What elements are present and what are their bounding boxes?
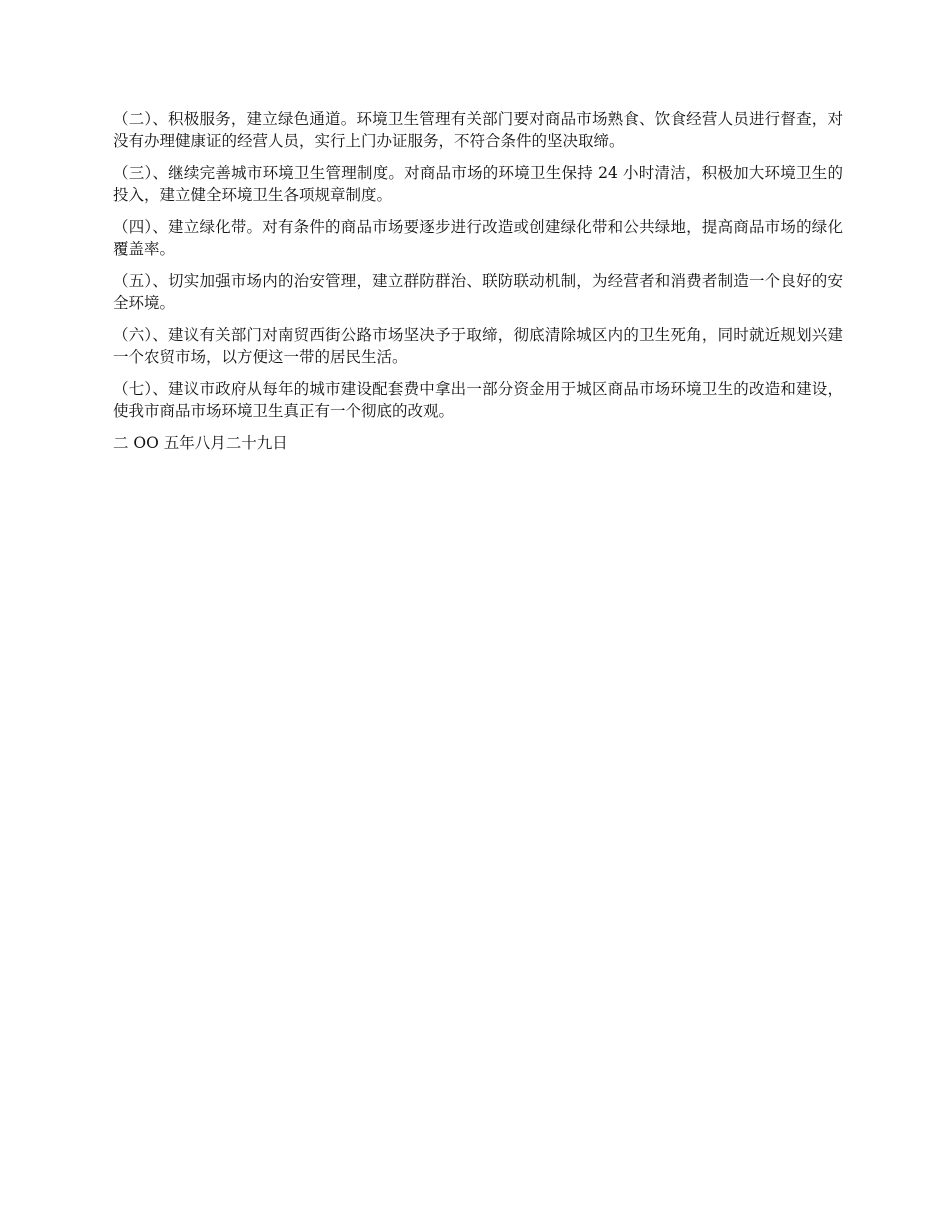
document-date: 二 OO 五年八月二十九日 [113, 434, 288, 452]
paragraph-2: （二）、积极服务，建立绿色通道。环境卫生管理有关部门要对商品市场熟食、饮食经营人员进行督查，对没有办理健康证的经营人员，实行上门办证服务，不符合条件的坚决取缔。 [113, 110, 843, 150]
paragraph-7: （七）、建议市政府从每年的城市建设配套费中拿出一部分资金用于城区商品市场环境卫生的改造和建设，使我市商品市场环境卫生真正有一个彻底的改观。 [113, 380, 843, 420]
paragraph-5: （五）、切实加强市场内的治安管理，建立群防群治、联防联动机制，为经营者和消费者制造一个良好的安全环境。 [113, 272, 843, 312]
paragraph-6: （六）、建议有关部门对南贸西街公路市场坚决予于取缔，彻底清除城区内的卫生死角，同时就近规划兴建一个农贸市场，以方便这一带的居民生活。 [113, 326, 843, 366]
paragraph-3: （三）、继续完善城市环境卫生管理制度。对商品市场的环境卫生保持 24 小时清洁，积极加大环境卫生的投入，建立健全环境卫生各项规章制度。 [113, 164, 843, 204]
document-page [113, 108, 843, 454]
paragraph-4: （四）、建立绿化带。对有条件的商品市场要逐步进行改造或创建绿化带和公共绿地，提高商品市场的绿化覆盖率。 [113, 218, 843, 258]
